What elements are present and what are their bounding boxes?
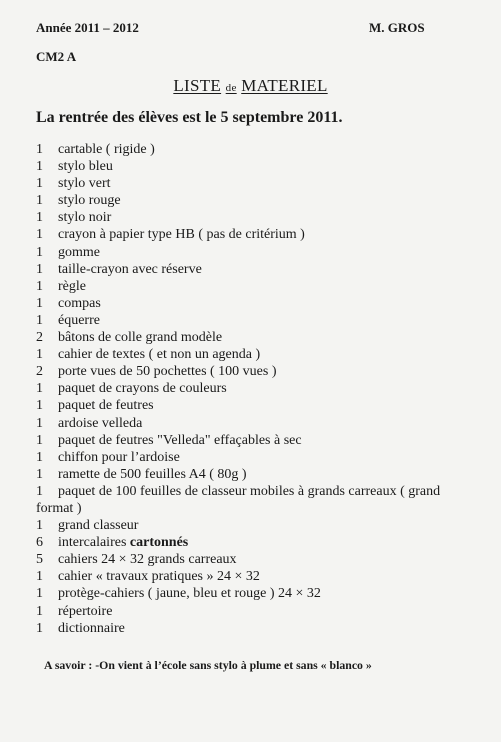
item-text: stylo noir <box>58 210 112 226</box>
item-quantity: 1 <box>36 518 43 534</box>
item-text: porte vues de 50 pochettes ( 100 vues ) <box>58 364 277 380</box>
item-text: protège-cahiers ( jaune, bleu et rouge ) 24 × 32 <box>58 586 321 602</box>
item-text: bâtons de colle grand modèle <box>58 330 223 346</box>
item-text: paquet de feutres "Velleda" effaçables à sec <box>58 432 302 448</box>
item-text: ardoise velleda <box>58 415 143 431</box>
list-item <box>36 380 476 397</box>
item-text: compas <box>58 295 101 311</box>
list-item <box>36 585 476 602</box>
list-item <box>36 141 476 158</box>
list-item <box>36 432 476 449</box>
start-date-notice: La rentrée des élèves est le 5 septembre 2011. <box>36 109 343 126</box>
item-text: dictionnaire <box>58 620 125 636</box>
item-quantity: 1 <box>36 142 43 157</box>
item-quantity: 1 <box>36 193 43 209</box>
list-item <box>36 158 476 175</box>
item-quantity: 1 <box>36 244 43 260</box>
item-text: équerre <box>58 312 100 328</box>
item-text: gomme <box>58 244 100 260</box>
item-quantity: 1 <box>36 261 43 277</box>
class-name: CM2 A <box>36 49 77 64</box>
item-quantity: 1 <box>36 603 43 619</box>
list-item <box>36 551 476 568</box>
list-item <box>36 175 476 192</box>
list-item <box>36 466 476 483</box>
list-item <box>36 209 476 226</box>
teacher-name: M. GROS <box>369 20 425 35</box>
item-text: paquet de 100 feuilles de classeur mobiles à grands carreaux ( grand format ) <box>36 483 441 516</box>
list-item <box>36 226 476 243</box>
list-item <box>36 603 476 620</box>
item-text: stylo vert <box>58 176 111 192</box>
item-text: crayon à papier type HB ( pas de critérium ) <box>58 227 305 243</box>
item-text: stylo bleu <box>58 159 113 175</box>
title-word-de: de <box>225 82 237 94</box>
item-quantity: 1 <box>36 432 43 448</box>
item-text-emphasis: cartonnés <box>129 535 189 551</box>
title-word-liste: LISTE <box>173 76 222 95</box>
list-item <box>36 244 476 261</box>
item-quantity: 5 <box>36 552 43 568</box>
item-quantity: 1 <box>36 312 43 328</box>
item-quantity: 1 <box>36 449 43 465</box>
note-a-savoir: A savoir : -On vient à l’école sans stylo à plume et sans « blanco » <box>44 658 372 672</box>
item-text: chiffon pour l’ardoise <box>58 449 180 465</box>
item-quantity: 1 <box>36 176 43 192</box>
item-text: règle <box>58 278 86 294</box>
item-quantity: 1 <box>36 227 43 243</box>
list-item <box>36 312 476 329</box>
item-quantity: 1 <box>36 381 43 397</box>
item-text: cartable ( rigide ) <box>58 142 155 157</box>
item-quantity: 1 <box>36 415 43 431</box>
item-quantity: 1 <box>36 159 43 175</box>
item-quantity: 1 <box>36 278 43 294</box>
list-item <box>36 363 476 380</box>
item-quantity: 1 <box>36 347 43 363</box>
page-title <box>0 76 501 96</box>
list-item <box>36 295 476 312</box>
title-word-materiel: MATERIEL <box>241 76 328 95</box>
item-text: paquet de crayons de couleurs <box>58 381 227 397</box>
item-text: taille-crayon avec réserve <box>58 261 202 277</box>
item-text: cahiers 24 × 32 grands carreaux <box>58 552 237 568</box>
item-quantity: 1 <box>36 586 43 602</box>
list-item <box>36 278 476 295</box>
item-quantity: 1 <box>36 398 43 414</box>
item-quantity: 1 <box>36 569 43 585</box>
list-item <box>36 449 476 466</box>
item-quantity: 1 <box>36 295 43 311</box>
list-item <box>36 534 476 551</box>
list-item <box>36 568 476 585</box>
school-year: Année 2011 – 2012 <box>36 20 139 35</box>
item-quantity: 1 <box>36 466 43 482</box>
item-quantity: 1 <box>36 620 43 636</box>
list-item <box>36 415 476 432</box>
item-text: intercalaires <box>58 535 127 551</box>
item-text: paquet de feutres <box>58 398 154 414</box>
item-text: répertoire <box>58 603 113 619</box>
item-quantity: 1 <box>36 210 43 226</box>
item-quantity: 2 <box>36 364 43 380</box>
supply-list <box>36 141 476 637</box>
item-text: stylo rouge <box>58 193 121 209</box>
item-quantity: 6 <box>36 535 43 551</box>
list-item <box>36 329 476 346</box>
item-text: ramette de 500 feuilles A4 ( 80g ) <box>58 466 247 482</box>
item-text: cahier « travaux pratiques » 24 × 32 <box>58 569 260 585</box>
list-item <box>36 261 476 278</box>
list-item <box>36 620 476 637</box>
item-text: grand classeur <box>58 518 139 534</box>
list-item <box>36 483 476 517</box>
list-item <box>36 397 476 414</box>
list-item <box>36 192 476 209</box>
item-text: cahier de textes ( et non un agenda ) <box>58 347 261 363</box>
item-quantity: 2 <box>36 330 43 346</box>
item-quantity: 1 <box>36 483 43 499</box>
list-item <box>36 517 476 534</box>
list-item <box>36 346 476 363</box>
